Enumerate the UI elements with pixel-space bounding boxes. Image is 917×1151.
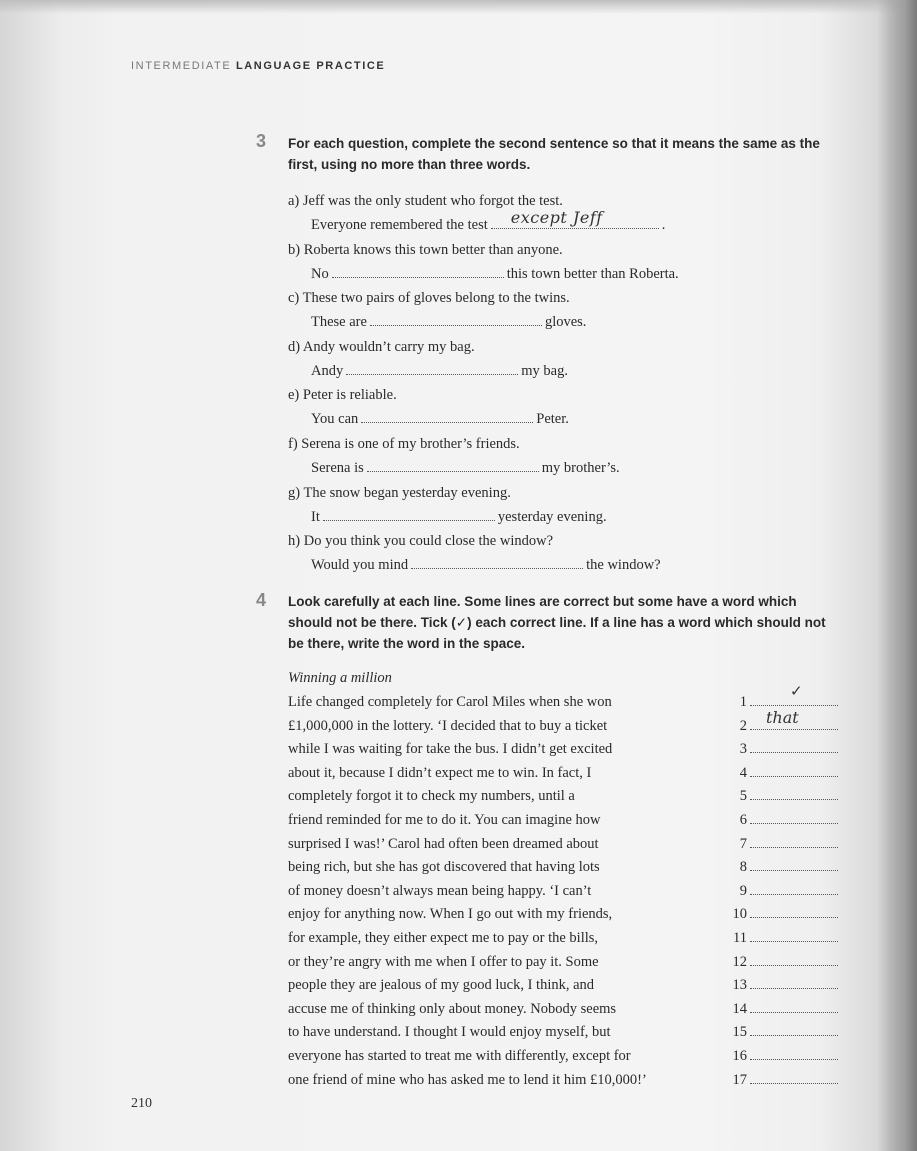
story-line: about it, because I didn’t expect me to win. In fact, I bbox=[288, 764, 592, 781]
exercise-4-instruction: Look carefully at each line. Some lines are correct but some have a word which should not be there. Tick (✓) each correct line. If a line has a word which should not be there, write the word in the space. bbox=[288, 594, 826, 651]
rewrite-after: . bbox=[661, 217, 666, 233]
answer-number: 9 bbox=[739, 882, 747, 899]
question-letter: c) bbox=[288, 290, 300, 307]
story-line: or they’re angry with me when I offer to pay it. Some bbox=[288, 953, 599, 970]
question-sentence: Do you think you could close the window? bbox=[303, 533, 554, 550]
answer-blank[interactable] bbox=[750, 1022, 838, 1036]
question-item bbox=[288, 383, 828, 432]
answer-number: 6 bbox=[739, 811, 747, 828]
running-head-series: INTERMEDIATE bbox=[131, 60, 232, 72]
answer-row bbox=[728, 998, 843, 1022]
answer-blank[interactable] bbox=[750, 682, 838, 706]
rewrite-before: These are bbox=[311, 314, 367, 331]
page-number: 210 bbox=[131, 1096, 152, 1111]
answer-row bbox=[728, 738, 843, 762]
story-line: surprised I was!’ Carol had often been dreamed about bbox=[288, 835, 599, 852]
question-item bbox=[288, 529, 828, 578]
answer-number: 2 bbox=[739, 717, 747, 734]
rewrite-before: Would you mind bbox=[311, 557, 409, 574]
story-line: everyone has started to treat me with differently, except for bbox=[288, 1047, 631, 1064]
story-line: one friend of mine who has asked me to lend it him £10,000!’ bbox=[288, 1071, 647, 1088]
binding-shadow bbox=[877, 0, 917, 1151]
story-title: Winning a million bbox=[288, 670, 392, 686]
story-line: while I was waiting for take the bus. I didn’t get excited bbox=[288, 741, 613, 758]
answer-number: 17 bbox=[732, 1071, 747, 1088]
story-line: being rich, but she has got discovered that having lots bbox=[288, 859, 600, 876]
answer-number: 13 bbox=[732, 977, 747, 994]
question-sentence: The snow began yesterday evening. bbox=[303, 484, 511, 501]
rewrite-before: Serena is bbox=[311, 459, 364, 476]
answer-row bbox=[728, 1045, 843, 1069]
answer-blank[interactable] bbox=[750, 810, 838, 824]
story-line: of money doesn’t always mean being happy. ‘I can’t bbox=[288, 882, 592, 899]
story-line: Life changed completely for Carol Miles when she won bbox=[288, 694, 612, 710]
story-line: completely forgot it to check my numbers, until a bbox=[288, 788, 575, 805]
answer-number: 14 bbox=[732, 1000, 747, 1017]
rewrite-after: my brother’s. bbox=[541, 459, 620, 476]
question-item bbox=[288, 286, 828, 335]
page-top-shadow bbox=[0, 0, 917, 14]
answer-blank[interactable] bbox=[491, 208, 659, 229]
answer-blank[interactable] bbox=[367, 457, 539, 472]
answer-row bbox=[728, 809, 843, 833]
question-sentence-line bbox=[288, 529, 828, 553]
answer-number: 11 bbox=[733, 929, 747, 946]
rewrite-line bbox=[288, 359, 828, 383]
exercise-3-number: 3 bbox=[256, 131, 267, 151]
question-item bbox=[288, 238, 828, 287]
rewrite-before: It bbox=[311, 508, 320, 525]
answer-blank[interactable] bbox=[361, 408, 533, 423]
answer-column bbox=[728, 682, 843, 1092]
rewrite-after: my bag. bbox=[521, 362, 568, 379]
question-letter: d) bbox=[288, 338, 301, 355]
exercise-3-instruction: For each question, complete the second sentence so that it means the same as the first, using no more than three words. bbox=[288, 136, 820, 172]
story-text bbox=[288, 691, 718, 1092]
answer-number: 7 bbox=[739, 835, 747, 852]
question-sentence: Jeff was the only student who forgot the test. bbox=[302, 193, 563, 209]
story-line: for example, they either expect me to pay or the bills, bbox=[288, 929, 599, 946]
question-letter: a) bbox=[288, 193, 300, 209]
answer-number: 12 bbox=[732, 953, 747, 970]
tick-mark: ✓ bbox=[790, 682, 803, 701]
answer-row bbox=[728, 785, 843, 809]
answer-number: 8 bbox=[739, 859, 747, 876]
question-item bbox=[288, 432, 828, 481]
answer-blank[interactable] bbox=[346, 360, 518, 375]
answer-blank[interactable] bbox=[750, 881, 838, 895]
answer-number: 10 bbox=[732, 906, 747, 923]
exercise-3-questions bbox=[288, 189, 828, 578]
answer-blank[interactable] bbox=[750, 857, 838, 871]
answer-row bbox=[728, 927, 843, 951]
answer-row bbox=[728, 974, 843, 998]
answer-blank[interactable] bbox=[750, 1070, 838, 1084]
answer-row bbox=[728, 951, 843, 975]
rewrite-line bbox=[288, 208, 828, 237]
answer-blank[interactable] bbox=[750, 928, 838, 942]
question-sentence: Roberta knows this town better than anyone. bbox=[303, 241, 563, 258]
question-sentence-line bbox=[288, 432, 828, 456]
story-line: accuse me of thinking only about money. Nobody seems bbox=[288, 1000, 617, 1017]
question-sentence-line bbox=[288, 335, 828, 359]
answer-blank[interactable] bbox=[750, 904, 838, 918]
question-item bbox=[288, 335, 828, 384]
rewrite-line bbox=[288, 505, 828, 529]
answer-blank[interactable] bbox=[332, 263, 504, 278]
answer-blank[interactable] bbox=[750, 834, 838, 848]
rewrite-before: Andy bbox=[311, 362, 344, 379]
answer-blank[interactable] bbox=[750, 739, 838, 753]
rewrite-before: You can bbox=[311, 411, 359, 428]
question-sentence-line bbox=[288, 238, 828, 262]
rewrite-before: No bbox=[311, 265, 329, 282]
exercise-4-number: 4 bbox=[256, 590, 267, 610]
answer-row bbox=[728, 762, 843, 786]
answer-row bbox=[728, 856, 843, 880]
rewrite-line bbox=[288, 407, 828, 431]
rewrite-line bbox=[288, 456, 828, 480]
answer-blank[interactable] bbox=[750, 708, 838, 730]
story-line: to have understand. I thought I would enjoy myself, but bbox=[288, 1024, 611, 1041]
question-sentence-line bbox=[288, 481, 828, 505]
answer-blank[interactable] bbox=[750, 786, 838, 800]
question-letter: b) bbox=[288, 241, 301, 258]
answer-row bbox=[728, 708, 843, 739]
question-item bbox=[288, 481, 828, 530]
answer-row bbox=[728, 903, 843, 927]
story-line: people they are jealous of my good luck, I think, and bbox=[288, 977, 595, 994]
question-sentence-line bbox=[288, 383, 828, 407]
question-sentence-line bbox=[288, 286, 828, 310]
rewrite-after: yesterday evening. bbox=[497, 508, 607, 525]
rewrite-before: Everyone remembered the test bbox=[311, 217, 488, 233]
answer-blank[interactable] bbox=[750, 952, 838, 966]
rewrite-line bbox=[288, 262, 828, 286]
handwritten-answer: except Jeff bbox=[510, 208, 603, 227]
answer-blank[interactable] bbox=[750, 763, 838, 777]
question-sentence: These two pairs of gloves belong to the twins. bbox=[302, 290, 570, 307]
rewrite-line bbox=[288, 310, 828, 334]
question-item bbox=[288, 189, 828, 238]
story-line: £1,000,000 in the lottery. ‘I decided that to buy a ticket bbox=[288, 717, 608, 734]
handwritten-answer: that bbox=[766, 708, 799, 727]
answer-number: 3 bbox=[739, 741, 747, 758]
answer-number: 15 bbox=[732, 1024, 747, 1041]
answer-row bbox=[728, 1021, 843, 1045]
answer-blank[interactable] bbox=[750, 999, 838, 1013]
answer-number: 16 bbox=[732, 1047, 747, 1064]
answer-blank[interactable] bbox=[323, 506, 495, 521]
rewrite-after: this town better than Roberta. bbox=[506, 265, 679, 282]
answer-blank[interactable] bbox=[411, 554, 583, 569]
question-letter: h) bbox=[288, 533, 301, 550]
answer-row bbox=[728, 880, 843, 904]
rewrite-after: Peter. bbox=[536, 411, 569, 428]
story-line: enjoy for anything now. When I go out with my friends, bbox=[288, 906, 613, 923]
answer-blank[interactable] bbox=[750, 1046, 838, 1060]
question-sentence: Peter is reliable. bbox=[302, 387, 397, 404]
answer-blank[interactable] bbox=[370, 311, 542, 326]
rewrite-line bbox=[288, 553, 828, 577]
answer-number: 1 bbox=[739, 694, 747, 710]
story-line: friend reminded for me to do it. You can imagine how bbox=[288, 811, 601, 828]
running-head-title: LANGUAGE PRACTICE bbox=[235, 60, 386, 72]
answer-number: 5 bbox=[739, 788, 747, 805]
question-letter: f) bbox=[288, 435, 298, 452]
question-letter: g) bbox=[288, 484, 301, 501]
question-sentence: Andy wouldn’t carry my bag. bbox=[302, 338, 475, 355]
answer-number: 4 bbox=[739, 764, 747, 781]
question-letter: e) bbox=[288, 387, 300, 404]
answer-blank[interactable] bbox=[750, 975, 838, 989]
answer-row bbox=[728, 833, 843, 857]
question-sentence: Serena is one of my brother’s friends. bbox=[301, 435, 520, 452]
answer-row bbox=[728, 1069, 843, 1093]
rewrite-after: gloves. bbox=[544, 314, 587, 331]
running-head bbox=[131, 60, 385, 72]
rewrite-after: the window? bbox=[586, 557, 661, 574]
